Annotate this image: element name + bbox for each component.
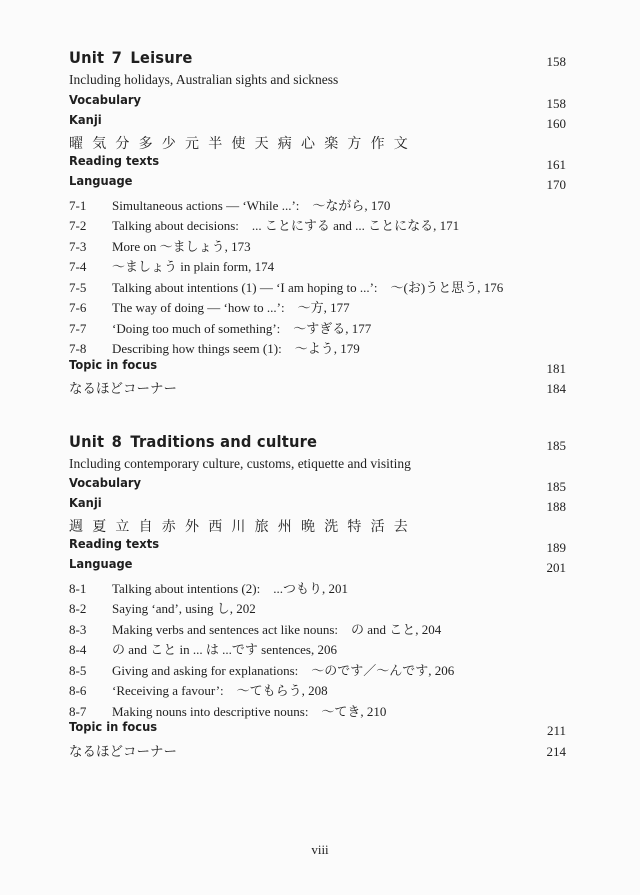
item-text: Talking about intentions (2): ...つもり, 201	[112, 581, 348, 596]
list-item	[69, 701, 386, 720]
unit-8-topic-heading: Topic in focus	[69, 719, 158, 734]
unit-8-language-heading: Language	[69, 556, 133, 571]
item-code: 8-2	[69, 601, 87, 616]
item-text: ‘Receiving a favour’: ～てもらう, 208	[112, 683, 328, 698]
unit-8-topic-page: 211	[546, 723, 566, 738]
unit-8-vocabulary-heading: Vocabulary	[69, 475, 142, 490]
item-code: 7-7	[69, 321, 87, 336]
item-text: の and こと in ... は ...です sentences, 206	[112, 642, 337, 657]
unit-7-topic-page: 181	[546, 361, 566, 376]
item-text: Making verbs and sentences act like nouns: の and こと, 204	[112, 622, 442, 637]
unit-7-naruhodo-page: 184	[546, 381, 566, 396]
item-code: 7-3	[69, 239, 87, 254]
item-code: 7-6	[69, 300, 87, 315]
unit-7-topic-heading: Topic in focus	[69, 357, 158, 372]
page-number: viii	[311, 842, 329, 857]
item-text: Making nouns into descriptive nouns: ～てき, 210	[112, 704, 387, 719]
list-item	[69, 195, 390, 214]
item-text: The way of doing — ‘how to ...’: ～方, 177	[112, 300, 350, 315]
item-code: 8-5	[69, 663, 87, 678]
item-code: 8-6	[69, 683, 87, 698]
item-text: More on ～ましょう, 173	[112, 239, 251, 254]
list-item	[69, 318, 371, 337]
unit-7-kanji-heading: Kanji	[69, 112, 102, 127]
unit-8-vocabulary-page: 185	[546, 479, 566, 494]
item-text: Talking about intentions (1) — ‘I am hoping to ...’: ～(お)うと思う, 176	[112, 280, 504, 295]
unit-8-page: 185	[546, 438, 566, 453]
item-code: 7-2	[69, 218, 87, 233]
item-text: ‘Doing too much of something’: ～すぎる, 177	[112, 321, 372, 336]
unit-8-reading-heading: Reading texts	[69, 536, 160, 551]
list-item	[69, 680, 328, 699]
item-text: ～ましょう in plain form, 174	[112, 259, 275, 274]
item-text: Saying ‘and’, using し, 202	[112, 601, 256, 616]
unit-name: Traditions and culture	[130, 432, 318, 451]
unit-label: Unit	[69, 432, 105, 451]
unit-name: Leisure	[130, 48, 193, 67]
unit-8-kanji-page: 188	[546, 499, 566, 514]
unit-8-naruhodo-page: 214	[546, 744, 566, 759]
list-item	[69, 619, 441, 638]
unit-8-subtitle: Including contemporary culture, customs, etiquette and visiting	[69, 456, 411, 471]
unit-number: 7	[111, 48, 123, 67]
item-text: Talking about decisions: ... ことにする and ... ことになる, 171	[112, 218, 460, 233]
list-item	[69, 639, 337, 658]
item-code: 7-4	[69, 259, 87, 274]
unit-7-language-heading: Language	[69, 173, 133, 188]
unit-7-kanji-page: 160	[546, 116, 566, 131]
item-text: Describing how things seem (1): ～よう, 179	[112, 341, 360, 356]
item-code: 8-4	[69, 642, 87, 657]
unit-number: 8	[111, 432, 123, 451]
list-item	[69, 598, 256, 617]
unit-7-page: 158	[546, 54, 566, 69]
item-code: 8-3	[69, 622, 87, 637]
list-item	[69, 215, 459, 234]
unit-8-kanji-heading: Kanji	[69, 495, 102, 510]
unit-8-naruhodo: なるほどコーナー	[69, 744, 177, 759]
item-text: Giving and asking for explanations: ～のです／～んです, 206	[112, 663, 455, 678]
unit-8-language-page: 201	[546, 560, 566, 575]
unit-8-title	[69, 432, 317, 451]
item-code: 7-5	[69, 280, 87, 295]
unit-7-kanji-list: 曜気分多少元半使天病心楽方作文	[69, 136, 417, 152]
item-code: 7-8	[69, 341, 87, 356]
list-item	[69, 660, 454, 679]
unit-7-naruhodo: なるほどコーナー	[69, 381, 177, 396]
list-item	[69, 338, 360, 357]
unit-8-kanji-list: 週夏立自赤外西川旅州晩洗特活去	[69, 519, 417, 535]
item-code: 8-1	[69, 581, 87, 596]
item-code: 8-7	[69, 704, 87, 719]
list-item	[69, 236, 251, 255]
list-item	[69, 256, 274, 275]
item-text: Simultaneous actions — ‘While ...’: ～ながら, 170	[112, 198, 391, 213]
unit-label: Unit	[69, 48, 105, 67]
item-code: 7-1	[69, 198, 87, 213]
unit-7-reading-page: 161	[546, 157, 566, 172]
unit-7-vocabulary-page: 158	[546, 96, 566, 111]
list-item	[69, 277, 503, 296]
unit-7-title	[69, 48, 193, 67]
unit-7-reading-heading: Reading texts	[69, 153, 160, 168]
unit-7-subtitle: Including holidays, Australian sights and sickness	[69, 72, 339, 87]
unit-7-vocabulary-heading: Vocabulary	[69, 92, 142, 107]
unit-7-language-page: 170	[546, 177, 566, 192]
list-item	[69, 297, 350, 316]
unit-8-reading-page: 189	[546, 540, 566, 555]
list-item	[69, 578, 348, 597]
